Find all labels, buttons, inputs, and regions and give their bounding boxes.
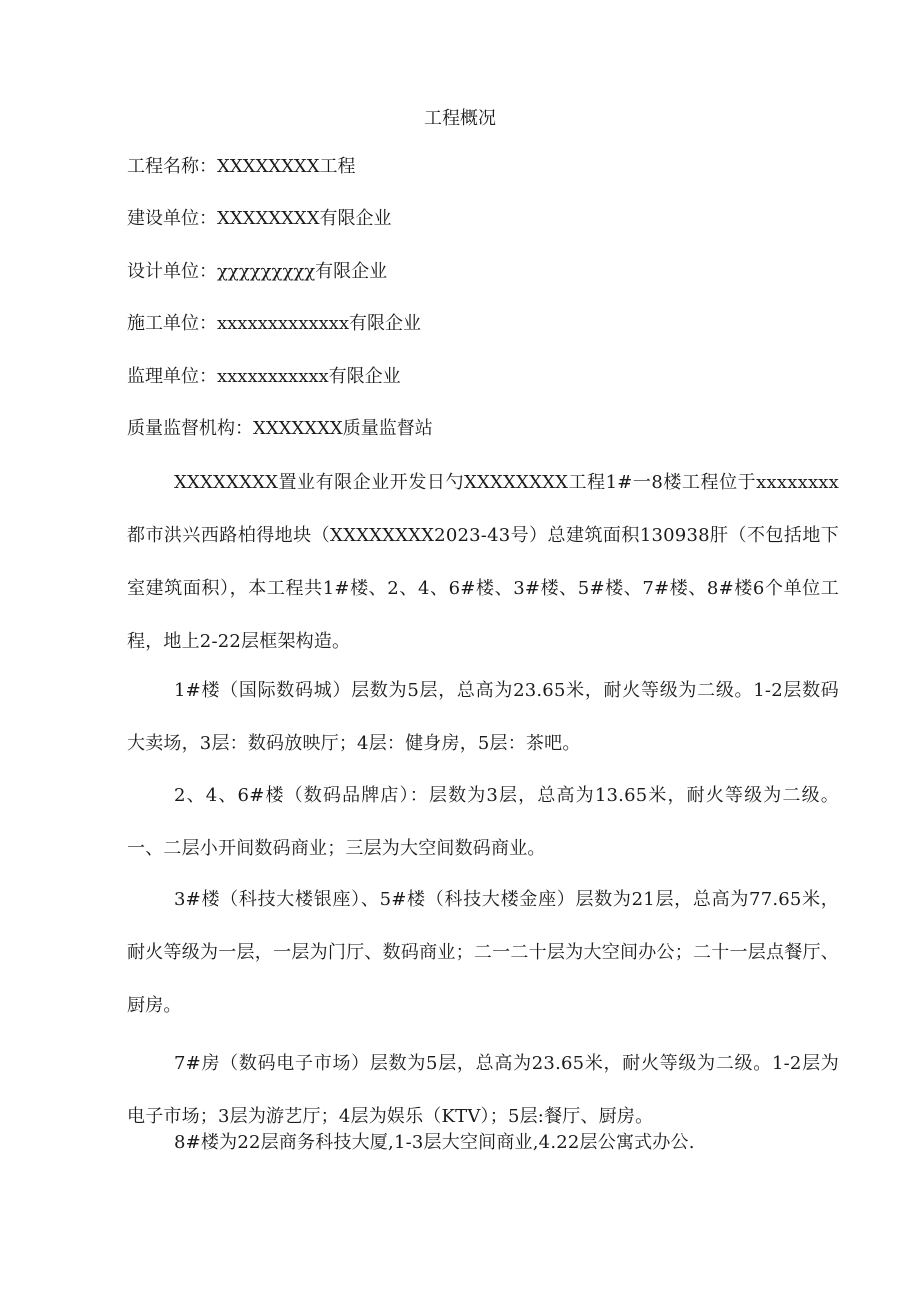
supervision-unit-field: 监理单位：xxxxxxxxxxx有限企业 (127, 366, 401, 387)
contractor-unit-field: 施工单位：xxxxxxxxxxxxx有限企业 (127, 313, 421, 334)
paragraph-building-2-4-6: 2、4、6#楼（数码品牌店）：层数为3层，总高为13.65米，耐火等级为二级。一、二层小开间数码商业；三层为大空间数码商业。 (127, 785, 839, 859)
design-unit-field: 设计单位：χχχχχχχχχ有限企业 (127, 261, 388, 282)
page-title: 工程概况 (424, 108, 496, 129)
paragraph-building-1: 1#楼（国际数码城）层数为5层，总高为23.65米，耐火等级为二级。1-2层数码大卖场，3层：数码放映厅；4层：健身房，5层：茶吧。 (127, 680, 839, 754)
paragraph-building-3-5: 3#楼（科技大楼银座）、5#楼（科技大楼金座）层数为21层，总高为77.65米，耐火等级为一层，一层为门厅、数码商业；二一二十层为大空间办公；二十一层点餐厅、厨房。 (127, 889, 839, 1016)
paragraph-building-8: 8#楼为22层商务科技大厦,1-3层大空间商业,4.22层公寓式办公. (174, 1132, 695, 1153)
project-name-field: 工程名称：XXXXXXXX工程 (127, 156, 356, 177)
paragraph-building-7: 7#房（数码电子市场）层数为5层，总高为23.65米，耐火等级为二级。1-2层为电子市场；3层为游艺厅；4层为娱乐（KTV）；5层:餐厅、厨房。 (127, 1053, 839, 1127)
quality-supervision-field: 质量监督机构：XXXXXXX质量监督站 (127, 418, 433, 439)
paragraph-overview: XXXXXXXX置业有限企业开发日勺XXXXXXXX工程1#一8楼工程位于xxxxxxxx都市洪兴西路柏得地块（XXXXXXXX2023-43号）总建筑面积130938肝（不包括地下室建筑面积），本工程共1#楼、2、4、6#楼、3#楼、5#楼、7#楼、8#楼6个单位工程，地上2-22层框架构造。 (127, 472, 839, 652)
construction-unit-field: 建设单位：XXXXXXXX有限企业 (127, 208, 392, 229)
